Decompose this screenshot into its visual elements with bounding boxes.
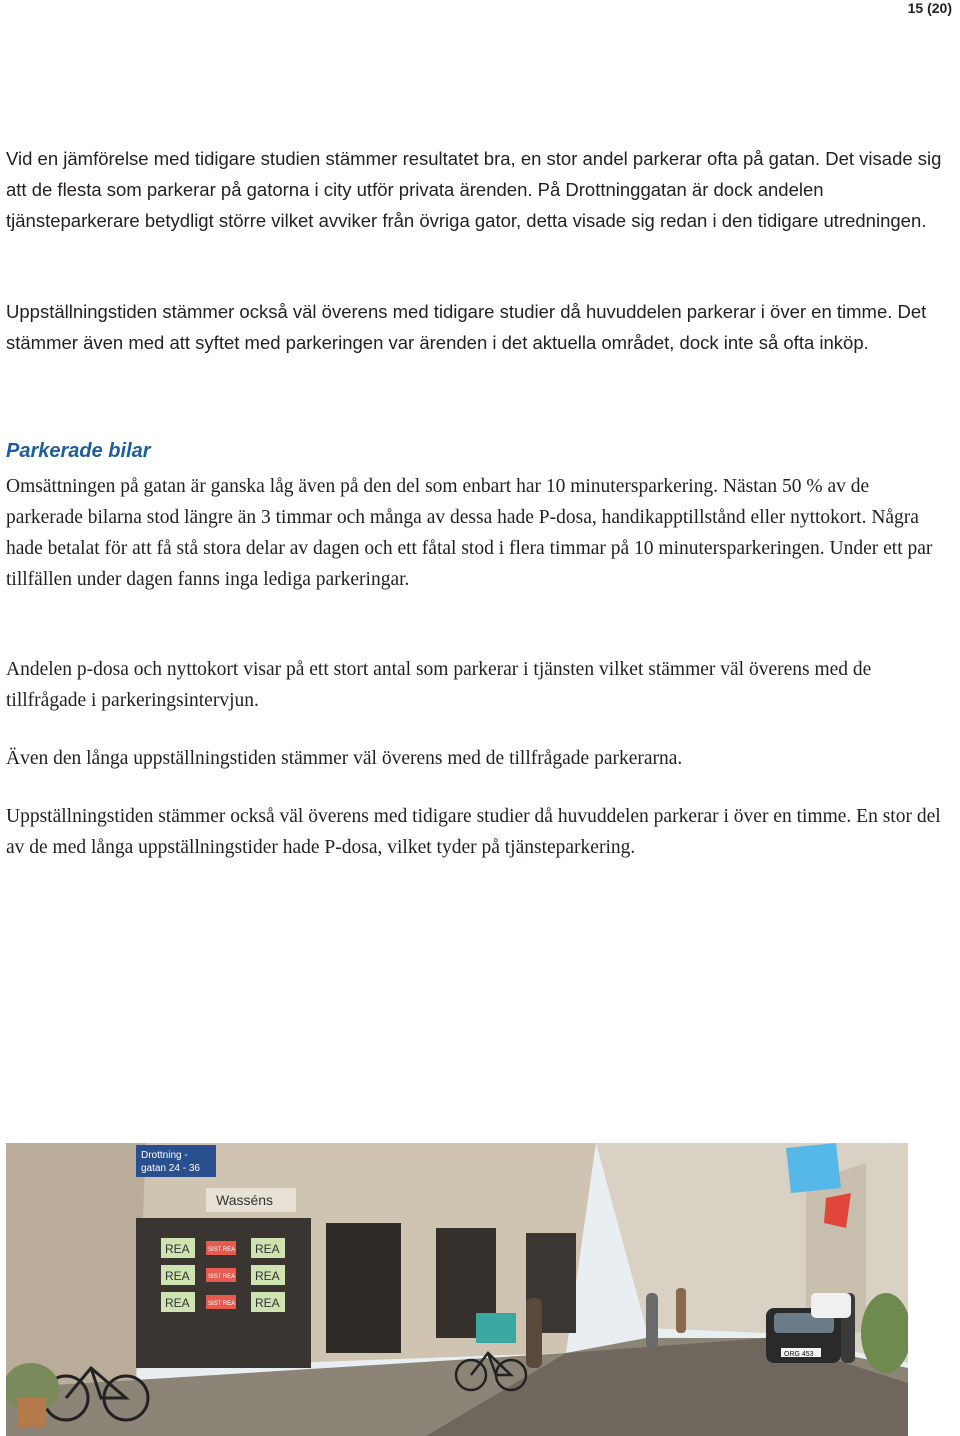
window-sign: REA xyxy=(165,1296,190,1310)
window-signs xyxy=(161,1238,285,1312)
left-facade-shade xyxy=(6,1143,146,1393)
window-sign: REA xyxy=(255,1269,280,1283)
section-paragraph-2: Andelen p-dosa och nyttokort visar på ett stort antal som parkerar i tjänsten vilket stämmer väl överens med de tillfrågade i parkeringsintervjun. xyxy=(6,659,872,711)
pedestrian xyxy=(676,1288,686,1333)
blue-banner xyxy=(786,1143,841,1193)
window-sign: REA xyxy=(255,1242,280,1256)
street-sign-line1: Drottning - xyxy=(141,1150,188,1161)
street-photo xyxy=(6,1143,908,1436)
window-sign: REA xyxy=(255,1296,280,1310)
teal-display xyxy=(476,1313,516,1343)
section-paragraph-1: Omsättningen på gatan är ganska låg även på den del som enbart har 10 minutersparkering. Nästan 50 % av de parkerade bilarna stod längre än 3 timmar och många av dessa hade P-dosa, handikapptillstånd eller nyttokort. Några hade betalat för att få stå stora delar av dagen och ett fåtal stod i flera timmar på 10 minutersparkeringen. Under ett par tillfällen under dagen fanns inga lediga parkeringar. xyxy=(6,476,933,590)
car-plate: ORG 453 xyxy=(784,1351,814,1358)
pedestrian xyxy=(646,1293,658,1348)
section-heading: Parkerade bilar xyxy=(6,440,151,462)
shop-sign: Wasséns xyxy=(216,1192,274,1208)
window-sign: REA xyxy=(165,1269,190,1283)
shop-window-2 xyxy=(326,1223,401,1353)
small-sign: SIST REA xyxy=(208,1301,236,1307)
pedestrian xyxy=(526,1298,542,1368)
intro-paragraph-1: Vid en jämförelse med tidigare studien stämmer resultatet bra, en stor andel parkerar ofta på gatan. Det visade sig att de flesta som parkerar på gatorna i city utför privata ärenden. På Drottninggatan är dock andelen tjänsteparkerare betydligt större vilket avviker från övriga gator, detta visade sig redan i den tidigare utredningen. xyxy=(6,148,942,231)
intro-paragraph-2: Uppställningstiden stämmer också väl överens med tidigare studier då huvuddelen parkerar i över en timme. Det stämmer även med att syftet med parkeringen var ärenden i det aktuella området, dock inte så ofta inköp. xyxy=(6,301,927,353)
street-sign-line2: gatan 24 - 36 xyxy=(141,1163,200,1174)
plant-pot xyxy=(18,1398,46,1428)
window-sign: REA xyxy=(165,1242,190,1256)
page-number: 15 (20) xyxy=(907,0,952,16)
section-paragraph-3: Även den långa uppställningstiden stämmer väl överens med de tillfrågade parkerarna. xyxy=(6,748,683,769)
small-sign: SIST REA xyxy=(208,1247,236,1253)
section-paragraph-4: Uppställningstiden stämmer också väl överens med tidigare studier då huvuddelen parkerar i över en timme. En stor del av de med långa uppställningstider hade P-dosa, vilket tyder på tjänsteparkering. xyxy=(6,806,941,858)
small-sign: SIST REA xyxy=(208,1274,236,1280)
distant-car xyxy=(811,1293,851,1318)
